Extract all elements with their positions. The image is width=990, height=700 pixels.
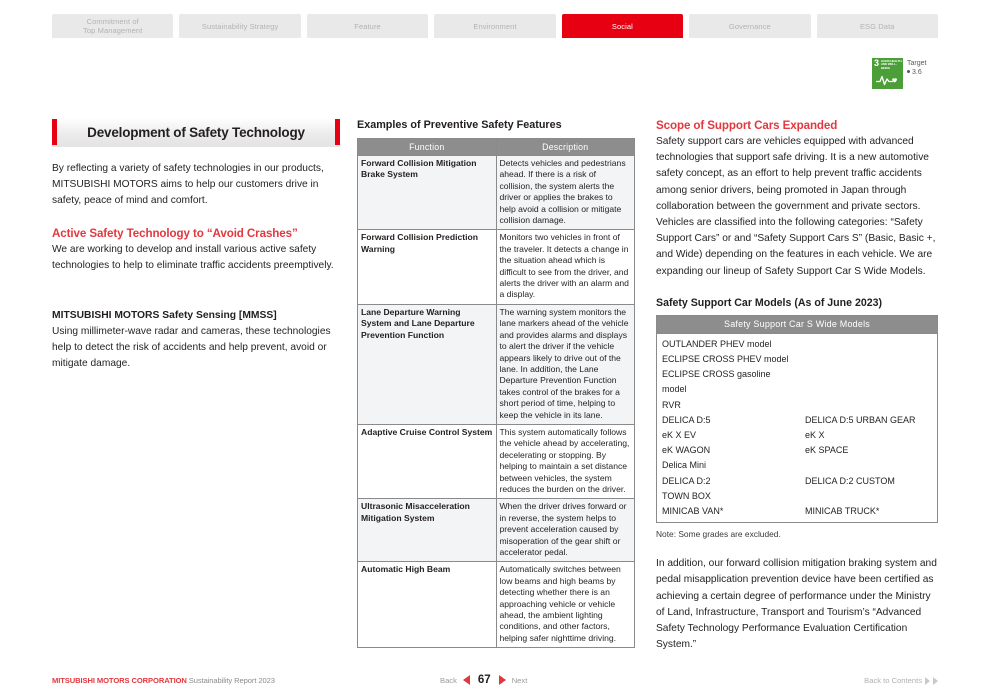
double-arrow-right-icon-1 bbox=[925, 677, 930, 685]
sdg-target-value-row bbox=[907, 68, 926, 77]
section-tab-bar bbox=[52, 14, 938, 38]
table-row bbox=[358, 499, 635, 562]
right-column bbox=[656, 118, 938, 653]
sdg-target-value: 3.6 bbox=[912, 69, 922, 76]
cell-model-left: eK X EV bbox=[657, 428, 798, 443]
column-header-models: Safety Support Car S Wide Models bbox=[657, 315, 938, 333]
middle-column bbox=[357, 118, 635, 648]
active-safety-paragraph: We are working to develop and install various active safety technologies to help to eliminate traffic accidents preemptively. bbox=[52, 243, 334, 271]
table-row bbox=[358, 230, 635, 304]
footer-report-name: Sustainability Report 2023 bbox=[186, 676, 275, 685]
column-header-function: Function bbox=[358, 139, 497, 156]
table-row bbox=[657, 458, 938, 473]
tab-sustainability-strategy[interactable] bbox=[179, 14, 300, 38]
footer-brand-line bbox=[52, 676, 275, 686]
cell-function: Automatic High Beam bbox=[358, 562, 497, 648]
table-row bbox=[657, 352, 938, 367]
cell-model-right bbox=[797, 333, 938, 352]
cell-model-left: eK WAGON bbox=[657, 443, 798, 458]
cell-model-right: DELICA D:5 URBAN GEAR bbox=[797, 413, 938, 428]
cell-function: Forward Collision Mitigation Brake System bbox=[358, 156, 497, 230]
sdg-title: GOOD HEALTH AND WELL-BEING bbox=[881, 59, 902, 70]
preventive-features-title: Examples of Preventive Safety Features bbox=[357, 119, 562, 131]
table-row bbox=[358, 304, 635, 424]
table-row bbox=[657, 428, 938, 443]
tab-environment[interactable] bbox=[434, 14, 555, 38]
tab-label: ESG Data bbox=[859, 21, 895, 31]
next-label[interactable]: Next bbox=[511, 675, 528, 685]
page-title-banner bbox=[52, 118, 340, 147]
red-bar-right bbox=[335, 119, 340, 145]
mmss-paragraph: Using millimeter-wave radar and cameras, these technologies help to detect the risk of accidents and help prevent, avoid or mitigate damage. bbox=[52, 326, 331, 370]
table-row bbox=[358, 424, 635, 498]
cell-model-right bbox=[797, 398, 938, 413]
table-header-row bbox=[657, 315, 938, 333]
arrow-right-icon[interactable] bbox=[499, 675, 506, 685]
cell-model-left: TOWN BOX bbox=[657, 489, 798, 504]
page-number: 67 bbox=[477, 674, 491, 686]
cell-model-left: OUTLANDER PHEV model bbox=[657, 333, 798, 352]
table-row bbox=[657, 443, 938, 458]
safety-support-car-models-table bbox=[656, 315, 938, 523]
heartbeat-icon bbox=[876, 74, 899, 86]
preventive-features-table bbox=[357, 138, 635, 648]
cell-function: Lane Departure Warning System and Lane Departure Prevention Function bbox=[358, 304, 497, 424]
cell-model-left: DELICA D:5 bbox=[657, 413, 798, 428]
table-row bbox=[657, 367, 938, 397]
red-bar-left bbox=[52, 119, 57, 145]
tab-label: Social bbox=[611, 21, 633, 31]
cell-model-right: DELICA D:2 CUSTOM bbox=[797, 474, 938, 489]
back-to-contents-button[interactable] bbox=[864, 676, 938, 685]
bullet-icon bbox=[907, 70, 910, 73]
left-column bbox=[52, 118, 340, 373]
cell-model-right: MINICAB TRUCK* bbox=[797, 504, 938, 523]
table-row bbox=[657, 413, 938, 428]
tab-social[interactable] bbox=[562, 14, 683, 38]
cell-model-left: ECLIPSE CROSS gasoline model bbox=[657, 367, 798, 397]
cell-model-left: Delica Mini bbox=[657, 458, 798, 473]
arrow-left-icon[interactable] bbox=[463, 675, 470, 685]
cell-model-right bbox=[797, 489, 938, 504]
back-label[interactable]: Back bbox=[440, 675, 457, 685]
spacer bbox=[656, 540, 938, 556]
tab-label: Feature bbox=[354, 21, 381, 31]
tab-label: Sustainability Strategy bbox=[201, 21, 279, 31]
table-row bbox=[657, 333, 938, 352]
cell-model-right: eK X bbox=[797, 428, 938, 443]
cell-model-left: MINICAB VAN* bbox=[657, 504, 798, 523]
cell-function: Ultrasonic Misacceleration Mitigation System bbox=[358, 499, 497, 562]
cell-description: Detects vehicles and pedestrians ahead. If there is a risk of collision, the system alerts the driver or applies the brakes to help avoid a collision or mitigate collision damage. bbox=[496, 156, 635, 230]
sdg-number: 3 bbox=[874, 58, 880, 68]
page-navigation bbox=[440, 674, 527, 686]
cell-description: The warning system monitors the lane markers ahead of the vehicle and provides alarms and displays to alert the driver if the vehicle appears likely to drive out of the lane. In addition, the Lane Departure Prevention Function takes control of the brakes for a short period of time, helping to keep the vehicle in its lane. bbox=[496, 304, 635, 424]
table-row bbox=[358, 156, 635, 230]
active-safety-heading: Active Safety Technology to “Avoid Crashes” bbox=[52, 226, 298, 240]
tab-label: Commitment of Top Management bbox=[83, 17, 143, 35]
cell-model-left: DELICA D:2 bbox=[657, 474, 798, 489]
double-arrow-right-icon-2 bbox=[933, 677, 938, 685]
footer-company-name: MITSUBISHI MOTORS CORPORATION bbox=[52, 676, 187, 685]
table-row bbox=[358, 562, 635, 648]
column-header-description: Description bbox=[496, 139, 635, 156]
closing-paragraph: In addition, our forward collision mitigation braking system and pedal misapplication prevention device have been certified as achieving a certain degree of performance under the Ministry of Land, Infrastructure, Transport and Tourism’s “Advanced Safety Technology Performance Evaluation Certification System.” bbox=[656, 558, 937, 651]
table-row bbox=[657, 398, 938, 413]
cell-model-left: ECLIPSE CROSS PHEV model bbox=[657, 352, 798, 367]
cell-model-right bbox=[797, 458, 938, 473]
page-title: Development of Safety Technology bbox=[87, 125, 305, 140]
models-table-note: Note: Some grades are excluded. bbox=[656, 529, 781, 540]
cell-model-right bbox=[797, 367, 938, 397]
sdg-target-label: Target bbox=[907, 60, 927, 67]
tab-governance[interactable] bbox=[689, 14, 810, 38]
cell-model-right: eK SPACE bbox=[797, 443, 938, 458]
cell-description: Automatically switches between low beams and high beams by detecting whether there is an approaching vehicle or vehicle ahead, the ambient lighting conditions, and other factors, helping safer nighttime driving. bbox=[496, 562, 635, 648]
tab-esg-data[interactable] bbox=[817, 14, 938, 38]
models-table-title: Safety Support Car Models (As of June 2023) bbox=[656, 296, 883, 309]
table-header-row bbox=[358, 139, 635, 156]
tab-label: Governance bbox=[728, 21, 771, 31]
cell-model-left: RVR bbox=[657, 398, 798, 413]
spacer bbox=[52, 290, 340, 308]
cell-function: Forward Collision Prediction Warning bbox=[358, 230, 497, 304]
intro-paragraph: By reflecting a variety of safety technologies in our products, MITSUBISHI MOTORS aims to help our customers drive in safety, peace of mind and comfort. bbox=[52, 163, 324, 207]
cell-description: Monitors two vehicles in front of the traveler. It detects a change in the situation ahead which is difficult to see from the driver, and alerts the driver with an alarm and a display. bbox=[496, 230, 635, 304]
scope-of-support-cars-heading: Scope of Support Cars Expanded bbox=[656, 119, 838, 132]
cell-model-right bbox=[797, 352, 938, 367]
sdg-badge bbox=[872, 58, 926, 89]
tab-feature[interactable] bbox=[307, 14, 428, 38]
back-to-contents-label: Back to Contents bbox=[864, 676, 922, 685]
mmss-heading: MITSUBISHI MOTORS Safety Sensing [MMSS] bbox=[52, 310, 277, 322]
cell-description: When the driver drives forward or in reverse, the system helps to prevent acceleration caused by misoperation of the gear shift or accelerator pedal. bbox=[496, 499, 635, 562]
page-footer bbox=[0, 672, 990, 694]
tab-commitment-of-top-management[interactable] bbox=[52, 14, 173, 38]
sdg-goal-3-icon bbox=[872, 58, 903, 89]
table-row bbox=[657, 489, 938, 504]
tab-label: Environment bbox=[473, 21, 517, 31]
table-row bbox=[657, 474, 938, 489]
table-row bbox=[657, 504, 938, 523]
cell-function: Adaptive Cruise Control System bbox=[358, 424, 497, 498]
cell-description: This system automatically follows the vehicle ahead by accelerating, decelerating or stopping. By helping to maintain a set distance between vehicles, the system reduces the burden on the driver. bbox=[496, 424, 635, 498]
sdg-target bbox=[907, 58, 926, 77]
scope-paragraph: Safety support cars are vehicles equipped with advanced technologies that support safe driving. It is a new automotive safety concept, as an effort to help prevent traffic accidents among senior drivers, being promoted in Japan through collaboration between the government and private sectors. Vehicles are classified into the following categories: “Safety Support Cars” or and “Safety Support Cars S” (Basic, Basic +, and Wide) depending on the features in each vehicle. We are expanding our lineup of Safety Support Car S Wide Models. bbox=[656, 136, 936, 277]
